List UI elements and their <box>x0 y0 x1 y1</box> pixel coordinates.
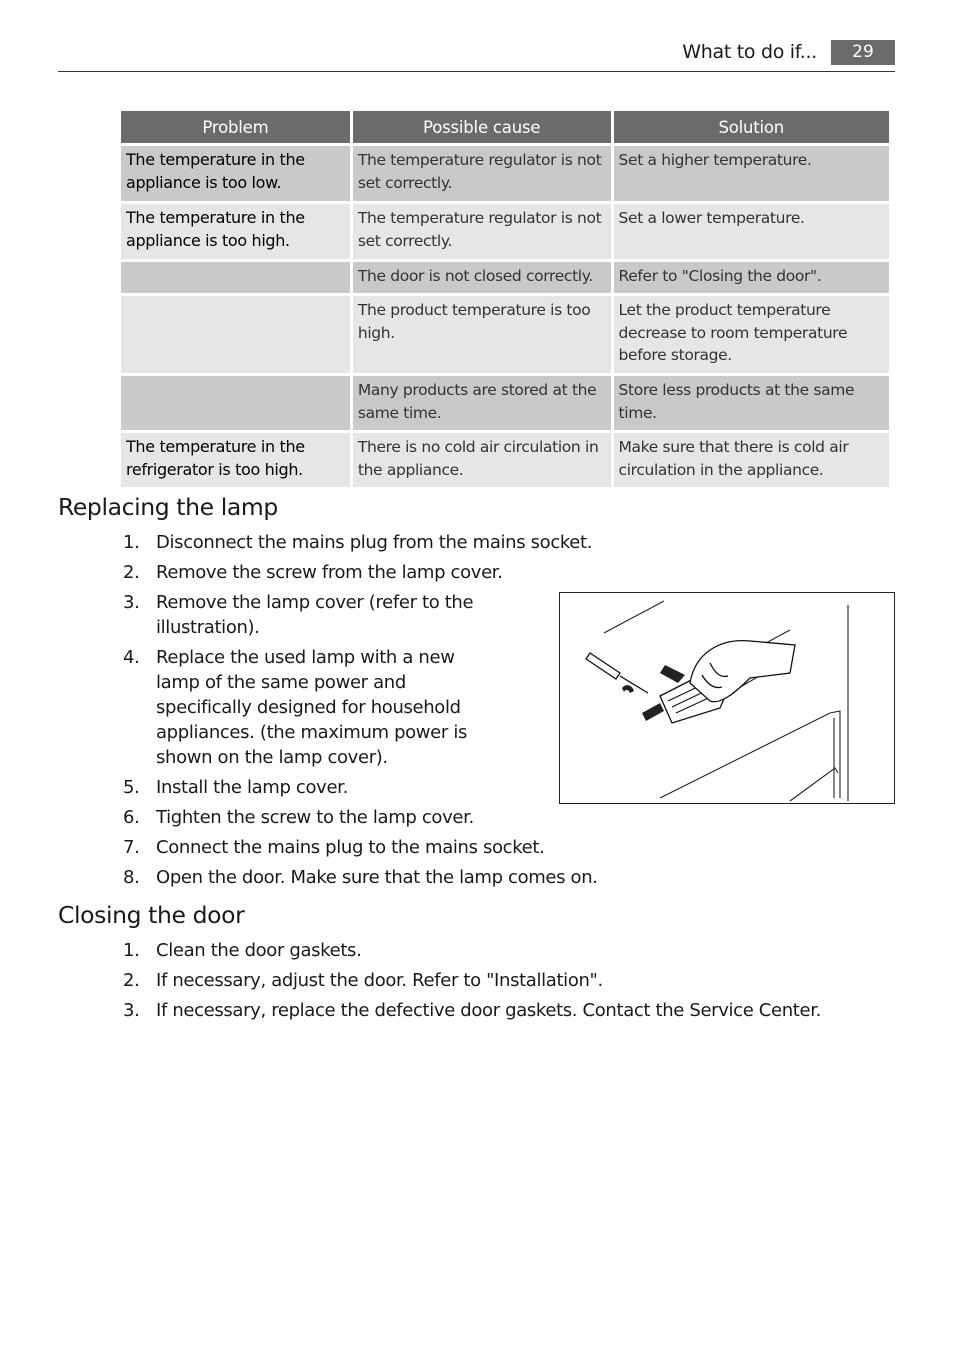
step-text: Remove the lamp cover (refer to the illustration). <box>156 592 474 638</box>
column-header-cause: Possible cause <box>353 111 611 143</box>
screwdriver <box>586 653 648 693</box>
step-number: 3. <box>123 592 140 613</box>
column-header-problem: Problem <box>121 111 350 143</box>
solution-cell: Set a lower temperature. <box>614 204 889 259</box>
cause-cell: Many products are stored at the same time. <box>353 376 611 430</box>
column-header-solution: Solution <box>614 111 889 143</box>
solution-cell: Store less products at the same time. <box>614 376 889 430</box>
list-item <box>121 590 521 640</box>
replacing-lamp-steps <box>121 530 598 890</box>
list-item <box>121 645 501 770</box>
step-number: 3. <box>123 1000 140 1021</box>
page-header <box>58 38 895 72</box>
closing-door-heading: Closing the door <box>58 901 245 929</box>
step-text: Disconnect the mains plug from the mains socket. <box>156 532 593 553</box>
step-number: 2. <box>123 970 140 991</box>
problem-cell <box>121 376 350 430</box>
step-number: 7. <box>123 837 140 858</box>
lamp-illustration <box>559 592 895 804</box>
step-text: If necessary, replace the defective door gaskets. Contact the Service Center. <box>156 1000 822 1021</box>
step-text: Replace the used lamp with a new lamp of the same power and specifically designed for household appliances. (the maximum power is shown on the lamp cover). <box>156 647 468 768</box>
list-item <box>121 530 591 555</box>
solution-cell: Make sure that there is cold air circulation in the appliance. <box>614 433 889 487</box>
lamp-replacement-drawing <box>560 593 894 803</box>
step-text: Tighten the screw to the lamp cover. <box>156 807 474 828</box>
cause-cell: The temperature regulator is not set correctly. <box>353 146 611 201</box>
table-row <box>121 296 889 373</box>
list-item <box>121 865 641 890</box>
cause-cell: The product temperature is too high. <box>353 296 611 373</box>
table-row <box>121 376 889 430</box>
cause-cell: The door is not closed correctly. <box>353 262 611 293</box>
step-text: Open the door. Make sure that the lamp comes on. <box>156 867 598 888</box>
replacing-lamp-heading: Replacing the lamp <box>58 493 278 521</box>
hand-drawing <box>690 641 795 702</box>
problem-cell <box>121 262 350 293</box>
problem-cell <box>121 433 350 487</box>
step-text: Remove the screw from the lamp cover. <box>156 562 503 583</box>
solution-text: Let the product temperature decrease to room temperature before storage. <box>618 301 848 364</box>
problem-text: The temperature in the refrigerator is too high. <box>126 437 305 479</box>
problem-cell <box>121 204 350 259</box>
problem-text: The temperature in the appliance is too high. <box>126 208 305 250</box>
list-item <box>121 835 601 860</box>
step-text: Install the lamp cover. <box>156 777 348 798</box>
solution-cell: Refer to "Closing the door". <box>614 262 889 293</box>
closing-door-steps <box>121 938 841 1023</box>
cause-cell: The temperature regulator is not set correctly. <box>353 204 611 259</box>
solution-cell <box>614 296 889 373</box>
step-text: Clean the door gaskets. <box>156 940 362 961</box>
step-text: If necessary, adjust the door. Refer to "Installation". <box>156 970 603 991</box>
list-item <box>121 805 591 830</box>
problem-cell <box>121 146 350 201</box>
problem-text: The temperature in the appliance is too low. <box>126 150 305 192</box>
list-item <box>121 775 591 800</box>
step-number: 5. <box>123 777 140 798</box>
list-item <box>121 968 841 993</box>
table-header-row <box>121 111 889 143</box>
step-number: 1. <box>123 532 140 553</box>
step-text: Connect the mains plug to the mains socket. <box>156 837 545 858</box>
step-number: 4. <box>123 647 140 668</box>
step-number: 1. <box>123 940 140 961</box>
step-number: 8. <box>123 867 140 888</box>
step-number: 2. <box>123 562 140 583</box>
list-item <box>121 998 841 1023</box>
solution-cell: Set a higher temperature. <box>614 146 889 201</box>
problem-cell <box>121 296 350 373</box>
table-row <box>121 433 889 487</box>
table-row <box>121 204 889 259</box>
section-title: What to do if... <box>682 41 817 63</box>
table-row <box>121 146 889 201</box>
list-item <box>121 560 591 585</box>
step-number: 6. <box>123 807 140 828</box>
troubleshooting-table <box>118 108 892 490</box>
page-number: 29 <box>831 40 895 65</box>
table-row <box>121 262 889 293</box>
cause-cell: There is no cold air circulation in the appliance. <box>353 433 611 487</box>
list-item <box>121 938 841 963</box>
